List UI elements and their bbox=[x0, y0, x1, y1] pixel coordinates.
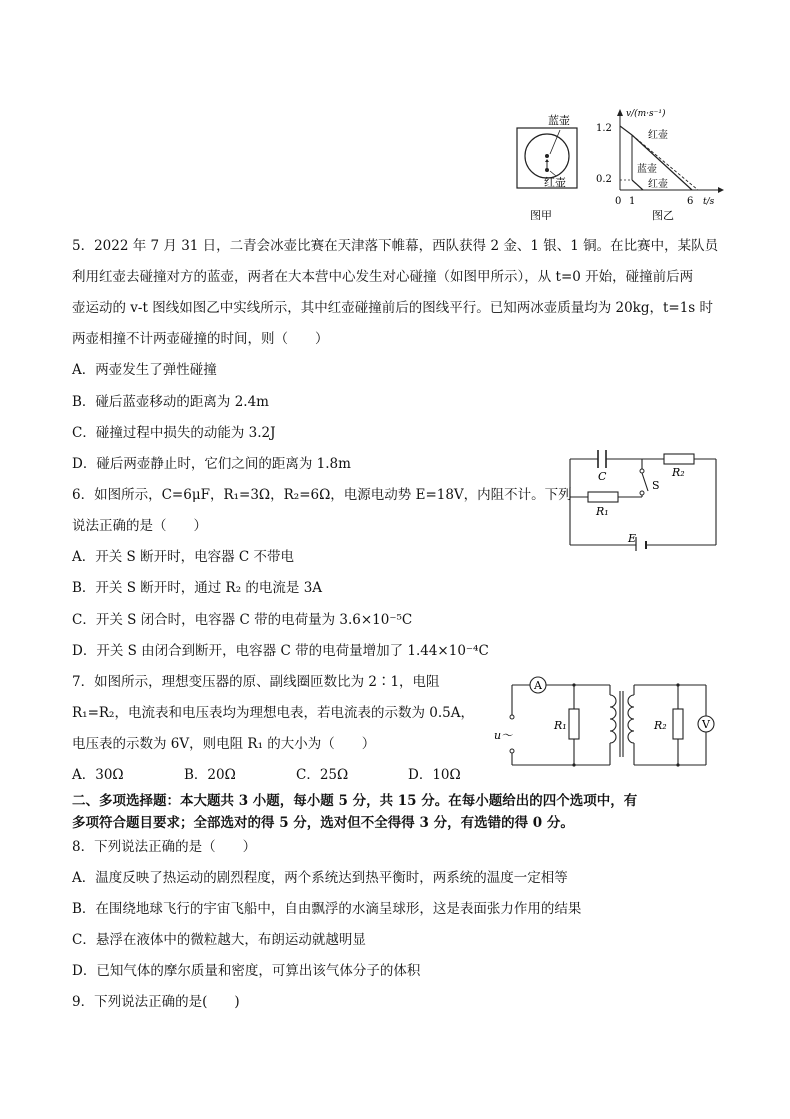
q6-stem-line1: 6．如图所示，C=6μF，R₁=3Ω，R₂=6Ω，电源电动势 E=18V，内阻不计。下列 bbox=[72, 487, 572, 503]
q5-option-c: C．碰撞过程中损失的动能为 3.2J bbox=[72, 425, 276, 441]
red-label-lower: 红壶 bbox=[648, 179, 668, 190]
q6-option-c: C．开关 S 闭合时，电容器 C 带的电荷量为 3.6×10⁻⁵C bbox=[72, 612, 413, 628]
r2-label: R₂ bbox=[654, 719, 667, 732]
x-tick-1: 1 bbox=[629, 196, 636, 207]
q5-stem-line2: 利用红壶去碰撞对方的蓝壶，两者在大本营中心发生对心碰撞（如图甲所示），从 t=0 开始，碰撞前后两 bbox=[72, 269, 694, 285]
figure-yi-caption: 图乙 bbox=[652, 209, 674, 222]
q6-option-d: D．开关 S 由闭合到断开，电容器 C 带的电荷量增加了 1.44×10⁻⁴C bbox=[72, 643, 489, 659]
x-tick-6: 6 bbox=[687, 196, 694, 207]
q5-option-b: B．碰后蓝壶移动的距离为 2.4m bbox=[72, 394, 269, 410]
x-axis-label: t/s bbox=[703, 197, 715, 207]
q8-option-d: D．已知气体的摩尔质量和密度，可算出该气体分子的体积 bbox=[72, 963, 421, 979]
q8-option-a: A．温度反映了热运动的剧烈程度，两个系统达到热平衡时，两系统的温度一定相等 bbox=[72, 870, 568, 886]
secondary-coil bbox=[628, 695, 634, 743]
q6-option-b: B．开关 S 断开时，通过 R₂ 的电流是 3A bbox=[72, 580, 323, 596]
y-tick-0-2: 0.2 bbox=[596, 174, 612, 185]
section2-heading-line1: 二、多项选择题：本大题共 3 小题，每小题 5 分，共 15 分。在每小题给出的四个选项中，有 bbox=[72, 793, 638, 809]
q7-option-c: C．25Ω bbox=[296, 767, 349, 783]
red-label-upper: 红壶 bbox=[648, 130, 668, 141]
q6-circuit-diagram bbox=[562, 447, 722, 551]
q7-stem-line2: R₁=R₂，电流表和电压表均为理想电表，若电流表的示数为 0.5A， bbox=[72, 705, 474, 721]
resistor-r2 bbox=[673, 709, 683, 739]
resistor-r1 bbox=[588, 492, 618, 502]
q7-option-a: A．30Ω bbox=[72, 767, 124, 783]
x-tick-0: 0 bbox=[615, 196, 622, 207]
r2-label: R₂ bbox=[672, 466, 685, 479]
figure-jia-caption: 图甲 bbox=[530, 209, 552, 220]
q5-stem-line4: 两壶相撞不计两壶碰撞的时间，则（ ） bbox=[72, 331, 329, 347]
red-before-line bbox=[620, 126, 632, 135]
red-after-line bbox=[632, 180, 643, 190]
q8-option-b: B．在围绕地球飞行的宇宙飞船中，自由飘浮的水滴呈球形，这是表面张力作用的结果 bbox=[72, 901, 582, 917]
y-axis-label: v/(m·s⁻¹) bbox=[626, 109, 666, 119]
blue-label: 蓝壶 bbox=[637, 164, 657, 175]
q7-transformer-diagram bbox=[492, 673, 720, 771]
section2-heading-line2: 多项符合题目要求；全部选对的得 5 分，选对但不全得得 3 分，有选错的得 0 分。 bbox=[72, 815, 574, 831]
q9-stem: 9．下列说法正确的是( ) bbox=[72, 994, 240, 1010]
q7-stem-line3: 电压表的示数为 6V，则电阻 R₁ 的大小为（ ） bbox=[72, 736, 376, 752]
q5-option-d: D．碰后两壶静止时，它们之间的距离为 1.8m bbox=[72, 456, 351, 472]
q8-stem: 8．下列说法正确的是（ ） bbox=[72, 839, 257, 855]
source-label: u～ bbox=[494, 729, 513, 742]
primary-coil bbox=[610, 695, 616, 743]
q5-stem-line3: 壶运动的 v-t 图线如图乙中实线所示，其中红壶碰撞前后的图线平行。已知两冰壶质量均为 20kg，t=1s 时 bbox=[72, 300, 714, 316]
q7-stem-line1: 7．如图所示，理想变压器的原、副线圈匝数比为 2∶1，电阻 bbox=[72, 674, 440, 690]
r1-label: R₁ bbox=[554, 719, 567, 732]
q7-option-d: D．10Ω bbox=[408, 767, 461, 783]
capacitor-label: C bbox=[598, 470, 607, 483]
y-tick-1-2: 1.2 bbox=[596, 123, 612, 134]
voltmeter-label: V bbox=[702, 718, 710, 731]
figure-yi-vt-graph bbox=[592, 106, 732, 222]
r1-label: R₁ bbox=[596, 505, 609, 518]
figure-jia-curling-house bbox=[514, 108, 584, 220]
resistor-r1 bbox=[569, 709, 579, 739]
red-stone-label: 红壶 bbox=[544, 176, 566, 189]
switch-label: S bbox=[652, 479, 660, 492]
switch-s bbox=[642, 473, 648, 491]
resistor-r2 bbox=[664, 454, 694, 464]
q6-option-a: A．开关 S 断开时，电容器 C 不带电 bbox=[72, 549, 294, 565]
q6-stem-line2: 说法正确的是（ ） bbox=[72, 518, 207, 534]
q8-option-c: C．悬浮在液体中的微粒越大，布朗运动就越明显 bbox=[72, 932, 366, 948]
ammeter-label: A bbox=[534, 679, 542, 692]
q5-option-a: A．两壶发生了弹性碰撞 bbox=[72, 362, 217, 378]
q7-option-b: B．20Ω bbox=[184, 767, 236, 783]
emf-label: E bbox=[628, 532, 637, 545]
q5-stem-line1: 5．2022 年 7 月 31 日，二青会冰壶比赛在天津落下帷幕，西队获得 2 金、1 银、1 铜。在比赛中，某队员 bbox=[72, 238, 719, 254]
blue-stone-label: 蓝壶 bbox=[548, 114, 570, 127]
